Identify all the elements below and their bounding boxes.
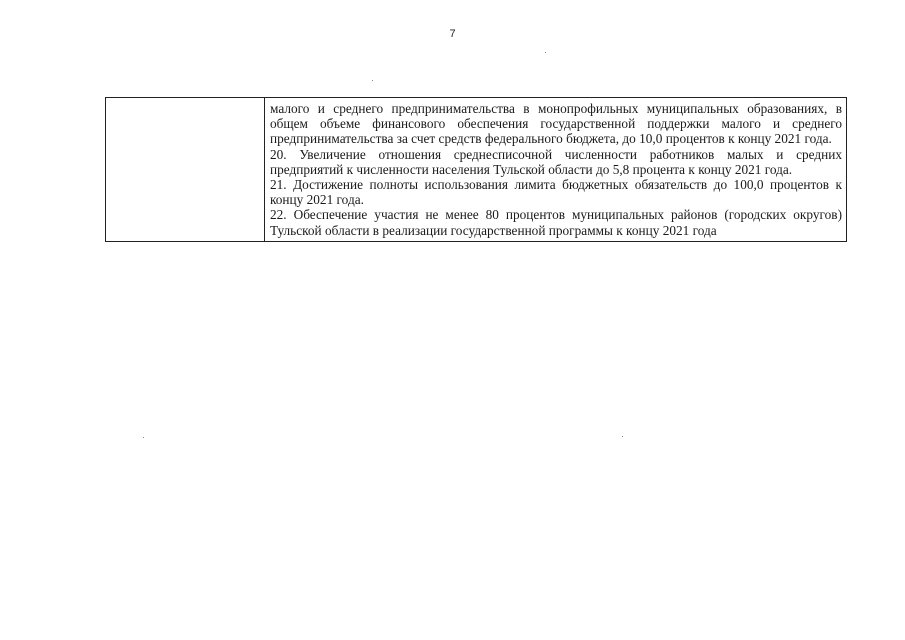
table-cell-targets [265,98,847,242]
scan-speck [545,52,546,53]
target-paragraph-continued: малого и среднего предпринимательства в монопрофильных муниципальных образованиях, в общем объеме финансового обеспечения государственной поддержки малого и среднего предпринимательства за счет средств федерального бюджета, до 10,0 процентов к концу 2021 года. [270,101,842,147]
scan-speck [372,80,373,81]
table-row [106,98,847,242]
target-paragraph-22: 22. Обеспечение участия не менее 80 процентов муниципальных районов (городских округов) Тульской области в реализации государственной программы к концу 2021 года [270,207,842,238]
target-paragraph-20: 20. Увеличение отношения среднесписочной численности работников малых и средних предприятий к численности населения Тульской области до 5,8 процента к концу 2021 года. [270,146,842,177]
page-number: 7 [449,28,456,40]
scan-speck [143,437,144,438]
scan-speck [622,436,623,437]
document-table [105,97,847,242]
target-paragraph-21: 21. Достижение полноты использования лимита бюджетных обязательств до 100,0 процентов к концу 2021 года. [270,177,842,208]
table-cell-empty [106,98,265,242]
